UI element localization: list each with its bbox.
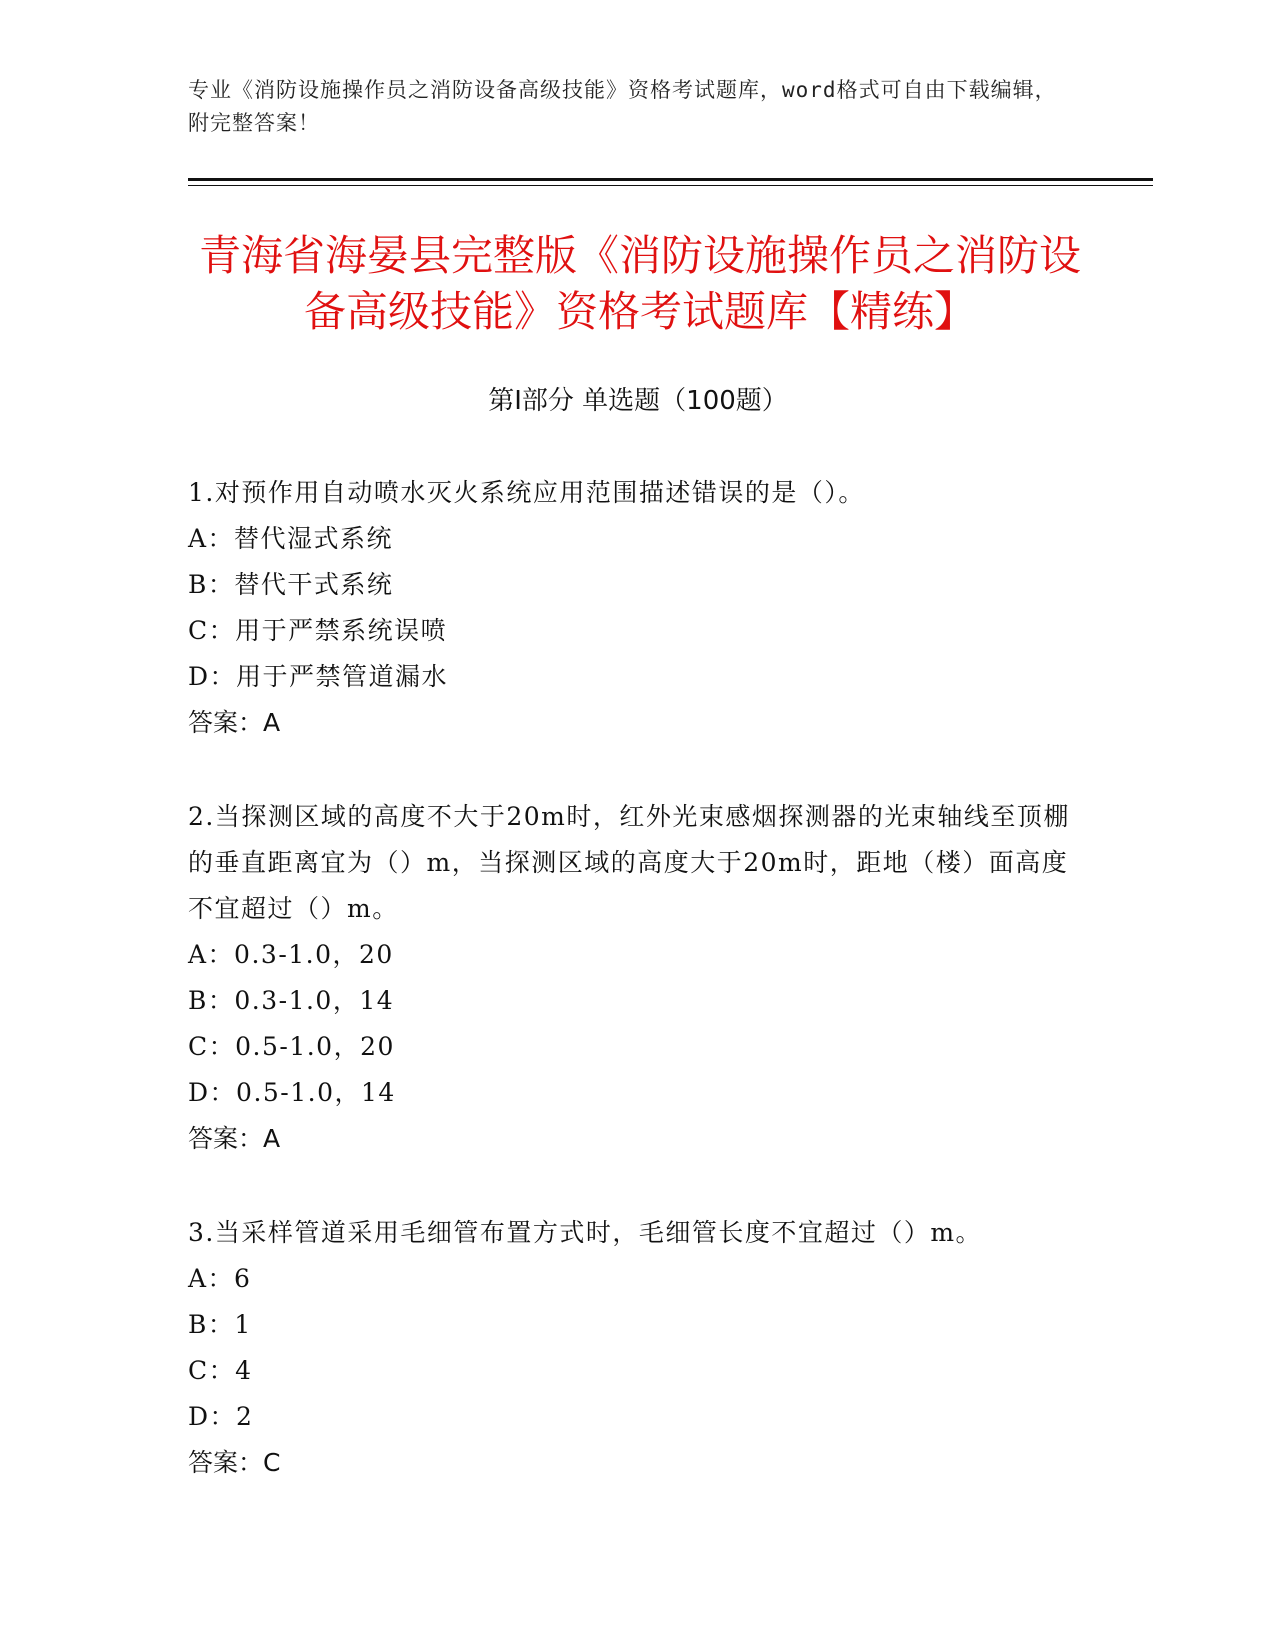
option-b: B：0.3-1.0，14 bbox=[188, 986, 395, 1015]
question-stem: 1.对预作用自动喷水灭火系统应用范围描述错误的是（）。 bbox=[188, 478, 865, 507]
document-title: 青海省海晏县完整版《消防设施操作员之消防设备高级技能》资格考试题库【精练】 bbox=[198, 231, 1081, 336]
option-a: A：6 bbox=[188, 1264, 252, 1293]
question-stem: 2.当探测区域的高度不大于20m时，红外光束感烟探测器的光束轴线至顶棚的垂直距离宜为（）m，当探测区域的高度大于20m时，距地（楼）面高度不宜超过（）m。 bbox=[188, 802, 1070, 923]
header-divider-thick bbox=[188, 178, 1153, 181]
question-item bbox=[188, 794, 1088, 1162]
option-b: B：1 bbox=[188, 1310, 252, 1339]
answer: 答案：A bbox=[188, 708, 281, 737]
question-item bbox=[188, 470, 1088, 746]
option-c: C：用于严禁系统误喷 bbox=[188, 616, 448, 645]
option-d: D：2 bbox=[188, 1402, 254, 1431]
answer: 答案：C bbox=[188, 1448, 281, 1477]
question-list bbox=[188, 470, 1088, 1534]
option-a: A：替代湿式系统 bbox=[188, 524, 394, 553]
question-stem: 3.当采样管道采用毛细管布置方式时，毛细管长度不宜超过（）m。 bbox=[188, 1218, 983, 1247]
option-d: D：0.5-1.0，14 bbox=[188, 1078, 396, 1107]
section-heading: 第Ⅰ部分 单选题（100题） bbox=[488, 386, 788, 416]
option-c: C：4 bbox=[188, 1356, 253, 1385]
answer: 答案：A bbox=[188, 1124, 281, 1153]
question-item bbox=[188, 1210, 1088, 1486]
header-note: 专业《消防设施操作员之消防设备高级技能》资格考试题库，word格式可自由下载编辑，附完整答案！ bbox=[188, 78, 1057, 135]
option-a: A：0.3-1.0，20 bbox=[188, 940, 394, 969]
option-b: B：替代干式系统 bbox=[188, 570, 394, 599]
header-divider-thin bbox=[188, 185, 1153, 186]
option-d: D：用于严禁管道漏水 bbox=[188, 662, 449, 691]
option-c: C：0.5-1.0，20 bbox=[188, 1032, 395, 1061]
